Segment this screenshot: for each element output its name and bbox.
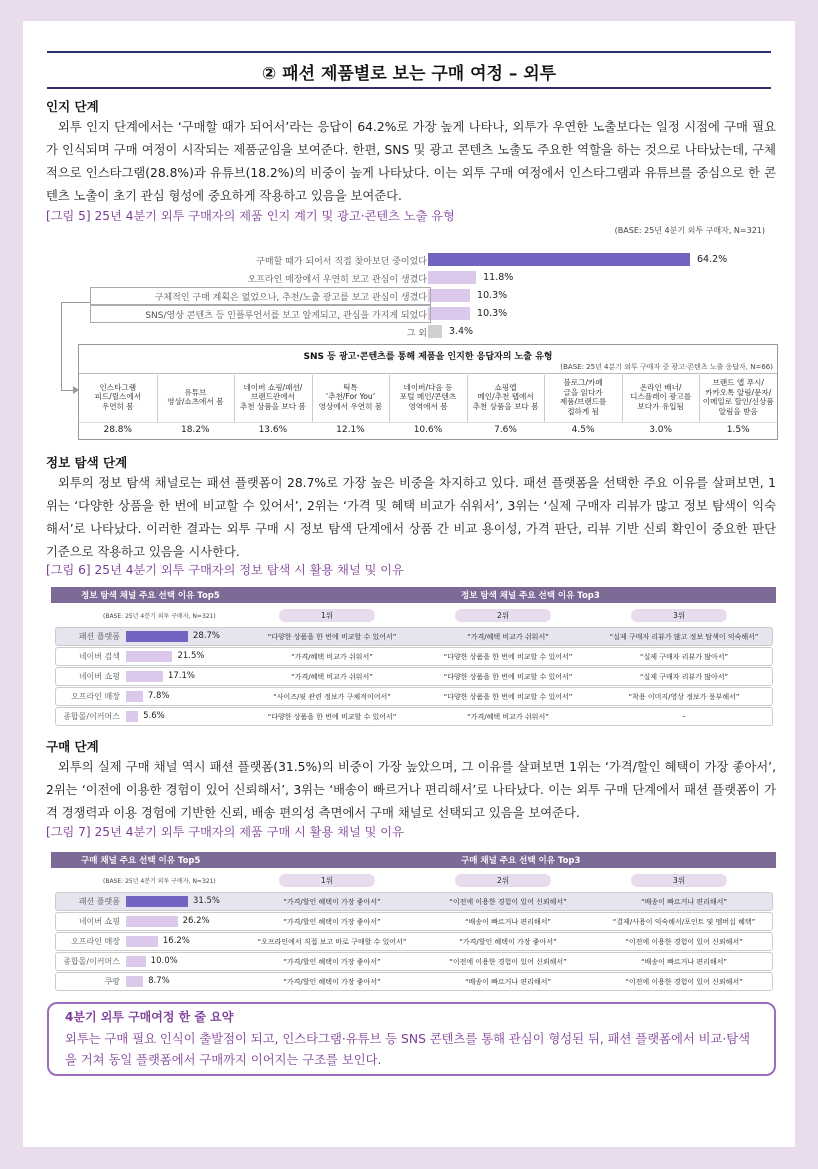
awareness-bar-value: 11.8% (483, 272, 514, 283)
table-header-right: 구매 채널 주요 선택 이유 Top3 (461, 856, 581, 866)
sns-divider-top (79, 373, 777, 374)
table-row (55, 647, 773, 666)
table-row (55, 912, 773, 931)
figure-caption-5: [그림 5] 25년 4분기 외투 구매자의 제품 인지 계기 및 광고·콘텐츠 노출 유형 (46, 209, 455, 223)
sns-box-title: SNS 등 광고·콘텐츠를 통해 제품을 인지한 응답자의 노출 유형 (303, 352, 553, 362)
reason-rank-3: “착용 이미지/영상 정보가 풍부해서” (628, 693, 740, 701)
page-title: ② 패션 제품별로 보는 구매 여정 – 외투 (261, 64, 557, 84)
connector-line (61, 302, 90, 303)
table-header-right: 정보 탐색 채널 주요 선택 이유 Top3 (461, 591, 600, 601)
reason-rank-2: “가격/혜택 비교가 쉬워서” (467, 633, 549, 641)
awareness-bar-label: SNS/영상 콘텐츠 등 인플루언서를 보고 알게되고, 관심을 가지게 되었다 (145, 311, 427, 321)
sns-column-value: 7.6% (494, 425, 517, 435)
connector-line-vertical (61, 302, 62, 390)
sns-box-base: (BASE: 25년 4분기 외투 구매자 중 광고·콘텐츠 노출 응답자, N=66) (560, 363, 773, 371)
reason-rank-3: “실제 구매자 리뷰가 많아서” (639, 653, 729, 661)
sns-exposure-box (78, 344, 778, 440)
channel-label: 오프라인 매장 (71, 692, 120, 701)
reason-rank-3: “이전에 이용한 경험이 있어 신뢰해서” (625, 978, 743, 986)
summary-title: 4분기 외투 구매여정 한 줄 요약 (65, 1010, 234, 1024)
channel-value: 10.0% (150, 956, 178, 966)
figure-base-5: (BASE: 25년 4분기 외투 구매자, N=321) (614, 226, 765, 235)
channel-label: 패션 플랫폼 (78, 897, 120, 906)
reason-rank-1: “다양한 상품을 한 번에 비교할 수 있어서” (267, 633, 397, 641)
sns-column-header: 틱톡 ‘추천/For You’ 영상에서 우연히 봄 (318, 382, 383, 411)
title-bar (47, 51, 771, 89)
rank-pill: 2위 (455, 609, 551, 622)
reason-rank-1: “가격/혜택 비교가 쉬워서” (291, 653, 373, 661)
rank-pill: 1위 (279, 609, 375, 622)
channel-label: 네이버 검색 (78, 652, 120, 661)
section-text-awareness: 외투 인지 단계에서는 ‘구매할 때가 되어서’라는 응답이 64.2%로 가장 높게 나타나, 외투가 우연한 노출보다는 일정 시점에 구매 필요가 인식되며 구매 여정이 시작되는 제품군임을 보여준다. 한편, SNS 및 광고 콘텐츠 노출도 주요한 역할을 하는 것으로 나타났는데, 구체적으로 인스타그램(28.8%)과 유튜브(18.2%)의 비중이 높게 나타났다. 이는 외투 구매 여정에서 인스타그램과 유튜브를 중심으로 한 콘텐츠 노출이 초기 관심 형성에 중요하게 작용하고 있음을 보여준다. (46, 120, 776, 203)
awareness-bar-value: 10.3% (477, 308, 508, 319)
channel-value: 26.2% (182, 916, 210, 926)
sns-column-header: 쇼핑앱 메인/추천 탭에서 추천 상품을 보다 봄 (472, 382, 539, 411)
channel-label: 쿠팡 (104, 977, 120, 986)
rank-pill: 1위 (279, 874, 375, 887)
channel-label: 오프라인 매장 (71, 937, 120, 946)
channel-label: 종합몰/이커머스 (63, 957, 120, 966)
awareness-bar-label: 그 외 (406, 329, 427, 339)
channel-value: 8.7% (148, 976, 170, 986)
awareness-bar-label: 구체적인 구매 계획은 없었으나, 추천/노출 광고를 보고 관심이 생겼다 (154, 293, 427, 303)
section-text-search: 외투의 정보 탐색 채널로는 패션 플랫폼이 28.7%로 가장 높은 비중을 차지하고 있다. 패션 플랫폼을 선택한 주요 이유를 살펴보면, 1위는 ‘다양한 상품을 한 번에 비교할 수 있어서’, 2위는 ‘가격 및 혜택 비교가 쉬워서’, 3위는 ‘실제 구매자 리뷰가 많고 정보 탐색이 익숙해서’로 나타났다. 이러한 결과는 외투 구매 시 정보 탐색 단계에서 상품 간 비교 용이성, 가격 판단, 리뷰 기반 신뢰 확인이 중요한 판단 기준으로 작용하고 있음을 시사한다. (46, 476, 776, 559)
table-row (55, 952, 773, 971)
reason-rank-1: “가격/할인 혜택이 가장 좋아서” (283, 978, 381, 986)
sns-column-header: 네이버 쇼핑/패션/ 브랜드관에서 추천 상품을 보다 봄 (239, 382, 306, 411)
awareness-bar-label: 구매할 때가 되어서 직접 찾아보던 중이었다 (256, 257, 427, 267)
channel-bar (126, 631, 188, 642)
channel-value: 17.1% (167, 671, 195, 681)
table-row (55, 687, 773, 706)
summary-box (47, 1002, 776, 1076)
awareness-bar-value: 3.4% (448, 326, 474, 337)
sns-column-value: 1.5% (726, 425, 750, 435)
table-row (55, 627, 773, 646)
reason-rank-2: “배송이 빠르거나 편리해서” (464, 978, 552, 986)
table-header-left: 구매 채널 주요 선택 이유 Top5 (81, 856, 201, 866)
channel-value: 28.7% (193, 631, 221, 641)
sns-column-value: 12.1% (336, 425, 365, 435)
channel-value: 16.2% (162, 936, 190, 946)
sns-column-header: 온라인 배너/ 디스플레이 광고를 보다가 유입됨 (630, 382, 692, 411)
sns-column-value: 13.6% (258, 425, 288, 435)
table-base-note: (BASE: 25년 4분기 외투 구매자, N=321) (103, 878, 216, 885)
channel-bar (126, 651, 172, 662)
search-channel-table (51, 587, 776, 725)
awareness-bar (428, 289, 470, 302)
channel-label: 네이버 쇼핑 (78, 917, 120, 926)
reason-rank-1: “사이즈/핏 관련 정보가 구체적이어서” (273, 693, 391, 701)
reason-rank-2: “다양한 상품을 한 번에 비교할 수 있어서” (443, 673, 573, 681)
table-row (55, 972, 773, 991)
table-header-left: 정보 탐색 채널 주요 선택 이유 Top5 (81, 591, 220, 601)
table-header-bar (51, 852, 776, 868)
sns-column-header: 블로그/카페 글을 읽다가 제품/브랜드를 접하게 됨 (559, 378, 607, 416)
rank-pill: 3위 (631, 609, 727, 622)
sns-column-value: 18.2% (181, 425, 210, 435)
table-header-bar (51, 587, 776, 603)
channel-label: 패션 플랫폼 (78, 632, 120, 641)
reason-rank-1: “가격/할인 혜택이 가장 좋아서” (283, 958, 381, 966)
table-row (55, 932, 773, 951)
reason-rank-2: “다양한 상품을 한 번에 비교할 수 있어서” (443, 653, 573, 661)
reason-rank-1: “다양한 상품을 한 번에 비교할 수 있어서” (267, 713, 397, 721)
reason-rank-2: “가격/할인 혜택이 가장 좋아서” (459, 938, 557, 946)
bracket-ad (90, 287, 431, 305)
rank-pill: 3위 (631, 874, 727, 887)
channel-bar (126, 691, 143, 702)
table-base-note: (BASE: 25년 4분기 외투 구매자, N=321) (103, 613, 216, 620)
sns-column-value: 28.8% (103, 425, 133, 435)
reason-rank-1: “오프라인에서 직접 보고 바로 구매할 수 있어서” (257, 938, 407, 946)
channel-bar (126, 896, 188, 907)
reason-rank-2: “가격/혜택 비교가 쉬워서” (467, 713, 549, 721)
section-heading-search: 정보 탐색 단계 (46, 455, 128, 470)
purchase-channel-table (51, 852, 776, 990)
section-heading-awareness: 인지 단계 (46, 99, 99, 114)
reason-rank-1: “가격/혜택 비교가 쉬워서” (291, 673, 373, 681)
section-text-purchase: 외투의 실제 구매 채널 역시 패션 플랫폼(31.5%)의 비중이 가장 높았으며, 그 이유를 살펴보면 1위는 ‘가격/할인 혜택이 가장 좋아서’, 2위는 ‘이전에 이용한 경험이 있어 신뢰해서’, 3위는 ‘배송이 빠르거나 편리해서’로 나타났다. 이는 외투 구매 단계에서 패션 플랫폼이 가격 경쟁력과 이용 경험에 기반한 신뢰, 배송 편의성 측면에서 구매 채널로 선택되고 있음을 보여준다. (46, 760, 776, 820)
channel-bar (126, 936, 158, 947)
summary-text: 외투는 구매 필요 인식이 출발점이 되고, 인스타그램·유튜브 등 SNS 콘텐츠를 통해 관심이 형성된 뒤, 패션 플랫폼에서 비교·탐색을 거쳐 동일 플랫폼에서 구매까지 이어지는 구조를 보인다. (65, 1032, 751, 1067)
sns-column-header: 유튜브 영상/쇼츠에서 봄 (167, 387, 224, 406)
sns-column-header: 인스타그램 피드/릴스에서 우연히 봄 (94, 382, 142, 411)
awareness-bar-row (23, 253, 795, 267)
reason-rank-3: “배송이 빠르거나 편리해서” (640, 898, 728, 906)
figure-caption-7: [그림 7] 25년 4분기 외투 구매자의 제품 구매 시 활용 채널 및 이유 (46, 825, 404, 839)
bracket-sns (90, 305, 431, 323)
sns-column-value: 3.0% (649, 425, 673, 435)
channel-value: 31.5% (193, 896, 221, 906)
channel-value: 21.5% (177, 651, 205, 661)
reason-rank-2: “이전에 이용한 경험이 있어 신뢰해서” (449, 898, 567, 906)
table-row (55, 707, 773, 726)
reason-rank-3: – (682, 712, 686, 720)
reason-rank-3: “결제/사용이 익숙해서/포인트 및 멤버십 혜택” (612, 918, 756, 926)
channel-label: 종합몰/이커머스 (63, 712, 120, 721)
channel-value: 5.6% (143, 711, 165, 721)
awareness-bar-label: 오프라인 매장에서 우연히 보고 관심이 생겼다 (247, 275, 427, 285)
channel-bar (126, 671, 163, 682)
channel-label: 네이버 쇼핑 (78, 672, 120, 681)
awareness-bar-value: 10.3% (477, 290, 508, 301)
channel-value: 7.8% (147, 691, 170, 701)
awareness-bar-row (23, 325, 795, 339)
awareness-bar-value: 64.2% (697, 254, 728, 265)
channel-bar (126, 916, 178, 927)
reason-rank-3: “배송이 빠르거나 편리해서” (640, 958, 728, 966)
channel-bar (126, 711, 138, 722)
table-row (55, 667, 773, 686)
awareness-bar (428, 325, 442, 338)
awareness-bar (428, 271, 476, 284)
reason-rank-1: “가격/할인 혜택이 가장 좋아서” (283, 898, 381, 906)
sns-column-header: 브랜드 앱 푸시/ 카카오톡 알림/문자/ 이메일로 할인/신상품 알림을 받음 (702, 378, 774, 416)
awareness-bar (428, 307, 470, 320)
reason-rank-2: “배송이 빠르거나 편리해서” (464, 918, 552, 926)
page (23, 21, 795, 1147)
reason-rank-3: “이전에 이용한 경험이 있어 신뢰해서” (625, 938, 743, 946)
sns-divider-mid (79, 422, 777, 423)
table-row (55, 892, 773, 911)
reason-rank-2: “다양한 상품을 한 번에 비교할 수 있어서” (443, 693, 573, 701)
sns-column-value: 4.5% (571, 425, 595, 435)
reason-rank-3: “실제 구매자 리뷰가 많아서” (639, 673, 729, 681)
awareness-bar (428, 253, 690, 266)
reason-rank-3: “실제 구매자 리뷰가 많고 정보 탐색이 익숙해서” (609, 633, 759, 641)
sns-column-header: 네이버/다음 등 포털 메인/콘텐츠 영역에서 봄 (399, 382, 457, 411)
section-heading-purchase: 구매 단계 (46, 739, 99, 754)
channel-bar (126, 956, 146, 967)
reason-rank-1: “가격/할인 혜택이 가장 좋아서” (283, 918, 381, 926)
figure-caption-6: [그림 6] 25년 4분기 외투 구매자의 정보 탐색 시 활용 채널 및 이유 (46, 563, 404, 577)
awareness-bar-row (23, 271, 795, 285)
channel-bar (126, 976, 143, 987)
rank-pill: 2위 (455, 874, 551, 887)
sns-column-value: 10.6% (413, 425, 443, 435)
reason-rank-2: “이전에 이용한 경험이 있어 신뢰해서” (449, 958, 567, 966)
